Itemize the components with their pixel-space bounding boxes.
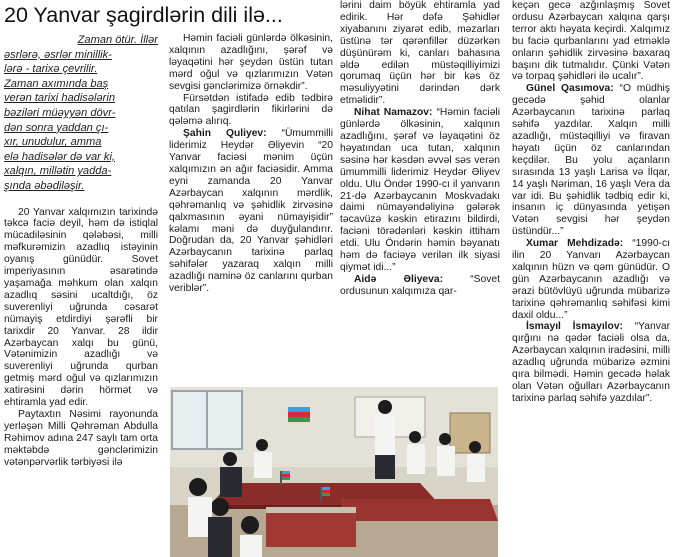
speaker-name: Şahin Quliyev: [183,128,267,140]
lead-line: Zaman axımında baş [4,77,109,90]
article-column-1 [4,33,158,557]
lead-line: Zaman ötür. İllər [77,34,158,46]
lead-line: xır, unudulur, amma [4,136,102,149]
quote-paragraph [340,107,500,274]
quote-paragraph [169,128,333,295]
lead-line: verən tarixi hadisələrin [4,92,115,105]
speaker-name: İsmayıl İsmayılov: [526,321,623,333]
lead-line: lərə - tarixə çevrilir. [4,63,98,76]
speaker-name: Aidə Əliyeva: [354,273,444,285]
body-paragraph: Həmin faciəli günlərdə ölkəsinin, xalqının azadlığını, şərəf və ləyaqətini hər şeydən üstün tutan mərd oğul və qızlarımızın Vətən sevgisi gənclərimizə örnəkdir”. [169,33,333,92]
quote-paragraph [512,83,670,238]
lead-paragraph [4,33,158,194]
quote-text: “Sovet ordusunun xalqımıza qar- [340,273,500,297]
classroom-photo [170,387,498,557]
body-paragraph: keçən gecə azğınlaşmış Sovet ordusu Azərbaycan xalqına qarşı terror aktı həyata keçirdi. Xalqımız bu faciə qurbanlarını yad etməklə onların şəhidlik zirvəsinə baxaraq başını dik tutmalıdır. Çünki Vətən və torpaq şəhidləri ilə ucalır”. [512,0,670,83]
article-column-2 [169,33,333,373]
lead-line: elə hadisələr də var ki, [4,150,115,163]
quote-text: “1990-cı ilin 20 Yanvarı Azərbaycan xalqının hüzn və qəm günüdür. O gün Azərbaycanın azadlığı və ərazi bütövlüyü uğrunda mübarizə tarixinə qəhrəmanlıq səhifəsi kimi daxil oldu...” [512,238,670,321]
speaker-name: Nihat Namazov: [354,107,433,119]
quote-paragraph [512,321,670,404]
quote-text: “Ümummilli liderimiz Heydər Əliyevin “20 Yanvar faciəsi mənim üçün xalqımızın ən ağır faciəsidir. Amma eyni zamanda 20 Yanvar Azərbaycan xalqının mərdlik, qəhrəmanlıq və şəhidlik zirvəsinə qalxmasının əyani nümayişidir” kəlamı məni də duyğulandırır. Doğrudan da, 20 Yanvar şəhidləri Azərbaycanın tarixinə parlaq səhifələr yazaraq xalqın milli azadlığı naminə öz canlarını qurban veriblər”. [169,128,333,295]
lead-line: bəziləri müəyyən dövr- [4,106,116,119]
article-column-3 [340,0,500,386]
quote-text: “Həmin faciəli günlərdə ölkəsinin, xalqının azadlığını, şərəf və ləyaqətini öz həyatından uca tutan, xalqının səsinə hər kəsdən əvvəl səs verən ümummilli liderimiz Heydər Əliyev oldu. Ulu Öndər 1990-cı il yanvarın 21-də Azərbaycanın Moskvadakı daimi nümayəndəliyinə gələrək təcavüzə kəskin etirazını bildirdi, faciəni törədənləri kəskin ittiham etdi. Ulu Öndərin həmin bəyanatı həm də faciəyə verilən ilk siyasi qiymət idi...” [340,107,500,273]
quote-paragraph [340,274,500,298]
lead-line: şında əbədiləşir. [4,179,85,192]
headline: 20 Yanvar şagirdlərin dili ilə... [4,3,283,27]
body-paragraph: 20 Yanvar xalqımızın tarixində təkcə faciə deyil, həm də istiqlal mücadiləsinin qələbəsi, milli məfkurəmizin azadlıq istəyinin oyanış günüdür. Sovet imperiyasının əsarətində yaşamağa məhkum olan xalqın azadlıq səsini ucaltdığı, öz suverenliyi uğrunda cəsarət nümayiş etdirdiyi şərəfli bir tarixdir 20 Yanvar. 28 ildir Azərbaycan xalqı bu günü, Vətənimizin azadlığı və suverenliyi uğrunda qurban getmiş mərd oğul və qızlarımızın xatirəsini dərin hörmət və ehtiramla yad edir. [4,206,158,409]
quote-text: “O müdhiş gecədə şəhid olanlar Azərbaycanın tarixinə parlaq səhifə yazdılar. Xalqın milli azadlığı, müstəqilliyi və firavan həyatı üçün öz canlarından keçdilər. Bu yolu açanların sırasında 13 yaşlı Larisa və İlqar, 14 yaşlı Nəriman, 16 yaşlı Vera da var idi. Bu şəhidlik tədbiq edir ki, insanın iç dünyasında yetişən Vətən sevgisi hər şeydən üstündür...” [512,83,670,238]
lead-line: dən sonra yaddan çı- [4,121,109,134]
article-column-4 [512,0,670,557]
lead-line: xalqın, millətin yadda- [4,165,112,178]
speaker-name: Günel Qasımova: [526,83,614,95]
body-paragraph: lərini daim böyük ehtiramla yad edirik. Hər dəfə Şəhidlər xiyabanını ziyarət edib, məzarları üstünə tər qərənfillər düzərkən düşünürəm ki, canları bahasına əldə edilən müstəqilliyimizi qorumaq üçün hər bir kəs öz məsuliyyətini dərindən dərk etməlidir”. [340,0,500,107]
speaker-name: Xumar Mehdizadə: [526,238,624,250]
body-paragraph: Paytaxtın Nəsimi rayonunda yerləşən Milli Qəhrəman Abdulla Rəhimov adına 247 saylı tam orta məktəbdə gənclərimizin vətənpərvərlik tərbiyəsi ilə [4,408,158,468]
quote-paragraph [512,238,670,321]
lead-line: əsrlərə, əsrlər minillik- [4,48,112,61]
body-paragraph: Fürsətdən istifadə edib tədbirə qatılan şagirdlərin fikirlərini də qələmə alırıq. [169,92,333,128]
quote-text: “Yanvar qırğını nə qədər faciəli olsa da, Azərbaycan xalqının iradəsini, milli azadlıq uğrunda mübarizə əzmini qıra bilmədi. Həmin gecədə həlak olan Vətən oğulları Azərbaycanın tarixinə parlaq səhifə yazdılar”. [512,321,670,404]
